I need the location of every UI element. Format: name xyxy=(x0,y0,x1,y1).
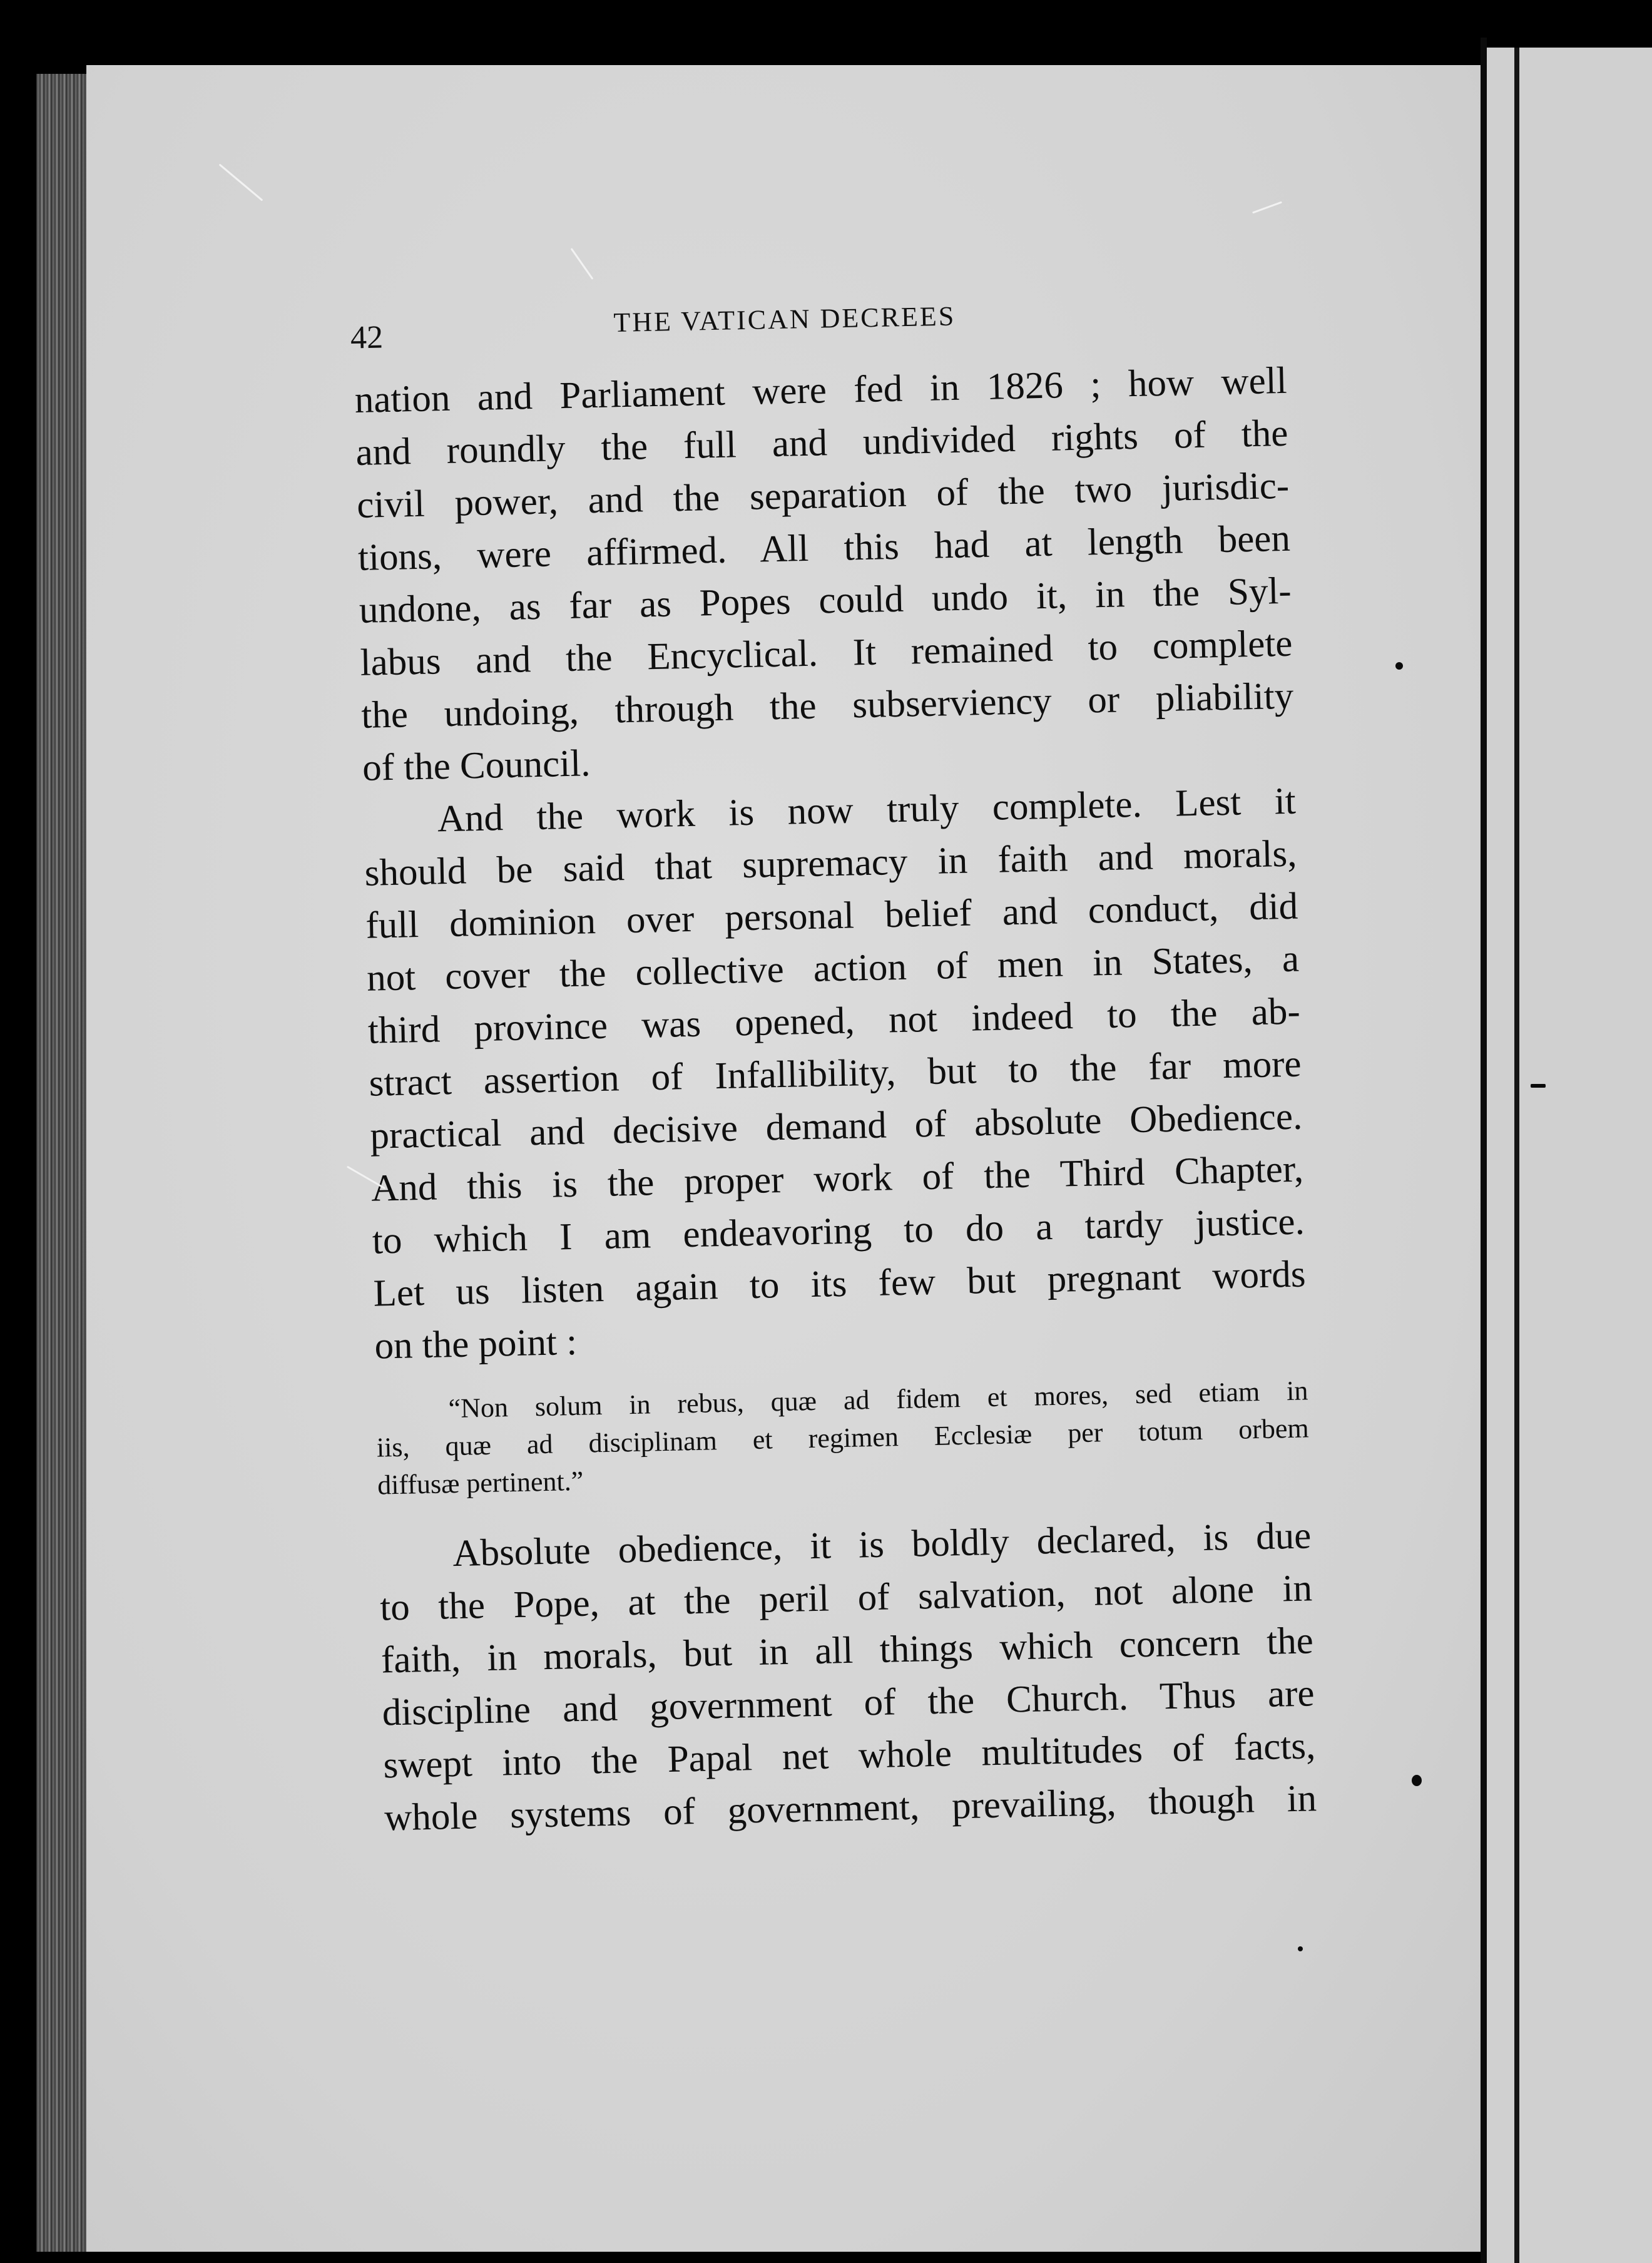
text-line: discipline and government of the Church. Thus are xyxy=(382,1672,1315,1734)
text-line: the undoing, through the subserviency or pliability xyxy=(360,675,1294,737)
text-line: tions, were affirmed. All this had at length been xyxy=(357,517,1291,579)
quote-line: iis, quæ ad disciplinam et regimen Ecclesiæ per totum orbem xyxy=(376,1412,1310,1463)
text-line: stract assertion of Infallibility, but to the far more xyxy=(369,1043,1302,1105)
scan-speck xyxy=(1531,1084,1546,1088)
paragraph xyxy=(363,775,1307,1373)
scan-speck xyxy=(1298,1946,1303,1951)
running-title: THE VATICAN DECREES xyxy=(613,300,956,338)
text-line: to the Pope, at the peril of salvation, not alone in xyxy=(379,1567,1313,1629)
text-line: not cover the collective action of men in States, a xyxy=(366,937,1300,999)
text-line: and roundly the full and undivided rights of the xyxy=(355,412,1289,474)
text-line: practical and decisive demand of absolute Obedience. xyxy=(369,1095,1303,1157)
text-line: on the point : xyxy=(374,1321,578,1367)
page-text xyxy=(354,355,1317,1845)
quote-line: diffusæ pertinent.” xyxy=(377,1465,584,1501)
text-line: nation and Parliament were fed in 1826 ; how well xyxy=(354,359,1288,421)
page-number: 42 xyxy=(350,319,384,356)
text-line: civil power, and the separation of the two jurisdic- xyxy=(356,464,1290,526)
scan-speck xyxy=(1395,662,1403,670)
facing-page xyxy=(1487,48,1652,2263)
text-line: of the Council. xyxy=(362,742,591,789)
paragraph xyxy=(379,1510,1317,1844)
text-line: should be said that supremacy in faith and morals, xyxy=(364,832,1298,894)
text-line: undone, as far as Popes could undo it, in the Syl- xyxy=(359,570,1292,631)
text-line: And the work is now truly complete. Lest it xyxy=(437,780,1297,840)
text-line: swept into the Papal net whole multitudes of facts, xyxy=(382,1725,1316,1787)
text-line: whole systems of government, prevailing, though in xyxy=(384,1777,1317,1839)
text-line: third province was opened, not indeed to the ab- xyxy=(367,990,1301,1052)
text-line: labus and the Encyclical. It remained to complete xyxy=(359,622,1293,684)
quote-line: “Non solum in rebus, quæ ad fidem et mores, sed etiam in xyxy=(448,1375,1308,1424)
paragraph xyxy=(354,355,1295,795)
page-block-edges xyxy=(36,74,86,2252)
facing-page-edge xyxy=(1514,48,1519,2263)
text-line: Absolute obedience, it is boldly declared, is due xyxy=(452,1515,1312,1575)
text-line: faith, in morals, but in all things which concern the xyxy=(380,1620,1314,1682)
scan-speck xyxy=(1412,1775,1422,1786)
latin-quote xyxy=(375,1372,1310,1504)
text-line: full dominion over personal belief and conduct, did xyxy=(365,885,1298,947)
text-line: And this is the proper work of the Third Chapter, xyxy=(370,1148,1304,1210)
text-line: to which I am endeavoring to do a tardy justice. xyxy=(372,1200,1305,1262)
text-line: Let us listen again to its few but pregnant words xyxy=(373,1253,1307,1315)
book-gutter xyxy=(1481,38,1487,2263)
